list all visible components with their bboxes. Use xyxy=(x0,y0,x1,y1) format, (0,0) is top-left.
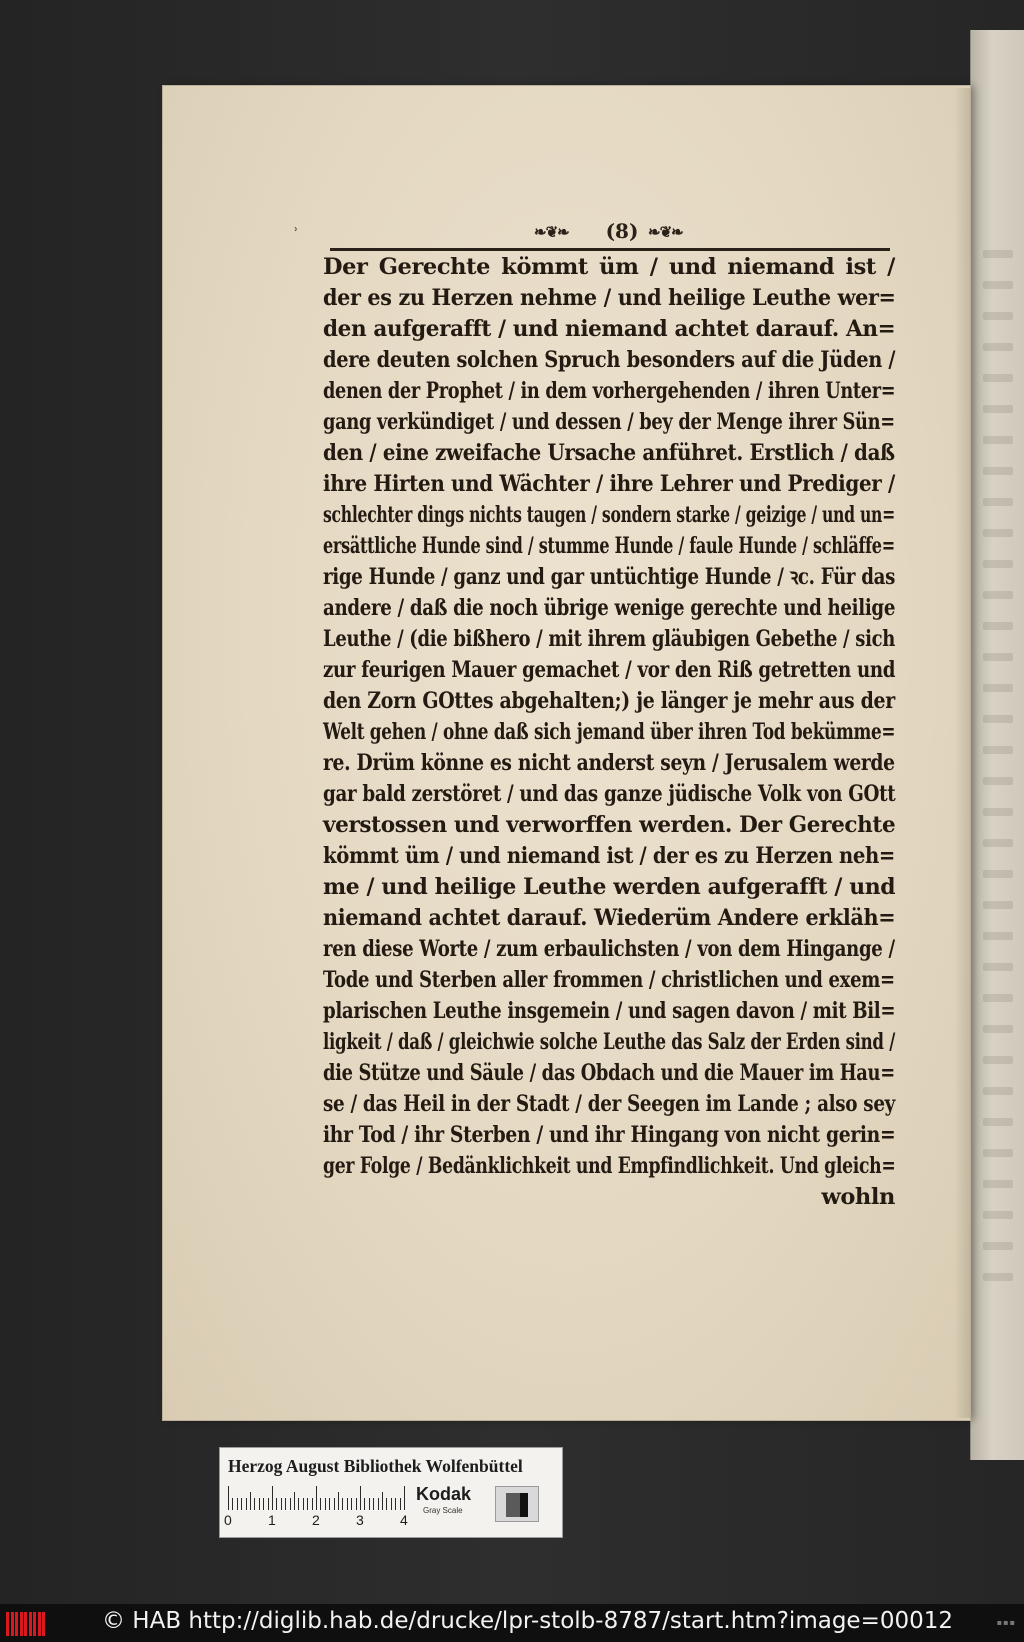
logo-bar xyxy=(33,1612,36,1636)
ruler-tick xyxy=(268,1498,269,1510)
text-line: ihr Tod / ihr Sterben / und ihr Hingang von nicht gerin= xyxy=(323,1122,896,1148)
text-line: Tode und Sterben aller frommen / christlichen und exem= xyxy=(323,967,895,993)
gray-swatch-black xyxy=(520,1493,528,1517)
logo-bar xyxy=(20,1612,23,1636)
ghost-line xyxy=(983,560,1013,568)
ruler-tick xyxy=(351,1498,352,1510)
color-reference-chart xyxy=(219,1447,563,1538)
ruler-tick xyxy=(250,1492,251,1510)
copyright-url[interactable]: © HAB http://diglib.hab.de/drucke/lpr-stolb-8787/start.htm?image=00012 xyxy=(102,1608,954,1634)
text-line: re. Drüm könne es nicht anderst seyn / Jerusalem werde xyxy=(323,750,895,776)
ruler-tick xyxy=(347,1498,348,1510)
ghost-line xyxy=(983,777,1013,785)
page-edge-shadow xyxy=(954,88,970,1418)
text-line: zur feurigen Mauer gemachet / vor den Riß getretten und xyxy=(323,657,896,683)
text-line: gang verkündiget / und dessen / bey der Menge ihrer Sün= xyxy=(323,409,895,435)
text-line: den / eine zweifache Ursache anführet. Erstlich / daß xyxy=(323,440,895,466)
ruler-tick xyxy=(369,1498,370,1510)
text-line: plarischen Leuthe insgemein / und sagen davon / mit Bil= xyxy=(323,998,896,1024)
ruler-tick xyxy=(378,1498,379,1510)
ghost-line xyxy=(983,1242,1013,1250)
hab-logo-icon xyxy=(6,1612,46,1636)
ruler-tick xyxy=(263,1498,264,1510)
kodak-logo: Kodak xyxy=(416,1484,472,1504)
ghost-line xyxy=(983,1087,1013,1095)
ruler-tick xyxy=(329,1498,330,1510)
ruler-tick xyxy=(316,1486,317,1510)
head-ornament-left: ❧❦❧ xyxy=(534,223,569,241)
ghost-line xyxy=(983,405,1013,413)
running-head xyxy=(330,214,890,248)
ghost-line xyxy=(983,250,1013,258)
ruler xyxy=(228,1484,408,1510)
text-line: andere / daß die noch übrige wenige gerechte und heilige xyxy=(323,595,896,621)
ruler-tick xyxy=(395,1498,396,1510)
ruler-tick xyxy=(334,1498,335,1510)
logo-bar xyxy=(42,1612,45,1636)
ruler-tick xyxy=(241,1498,242,1510)
logo-bar xyxy=(11,1612,14,1636)
ruler-tick xyxy=(386,1498,387,1510)
text-line: ger Folge / Bedänklichkeit und Empfindlichkeit. Und gleich= xyxy=(323,1153,896,1179)
ruler-tick xyxy=(290,1498,291,1510)
ruler-tick xyxy=(246,1498,247,1510)
ghost-line xyxy=(983,653,1013,661)
text-line: ihre Hirten und Wächter / ihre Lehrer und Prediger / xyxy=(323,471,895,497)
ruler-tick xyxy=(364,1498,365,1510)
text-line: Leuthe / (die bißhero / mit ihrem gläubigen Gebethe / sich xyxy=(323,626,895,652)
text-line: gar bald zerstöret / und das ganze jüdische Volk von GOtt xyxy=(323,781,896,807)
logo-bar xyxy=(29,1612,32,1636)
text-line: ersättliche Hunde sind / stumme Hunde / faule Hunde / schläffe= xyxy=(323,533,895,559)
text-line: kömmt üm / und niemand ist / der es zu Herzen neh= xyxy=(323,843,896,869)
ghost-line xyxy=(983,1180,1013,1188)
head-ornament-right: ❧❦❧ xyxy=(648,223,683,241)
facing-page-edge xyxy=(970,30,1024,1460)
ghost-line xyxy=(983,591,1013,599)
ruler-labels xyxy=(224,1512,414,1530)
ruler-tick xyxy=(281,1498,282,1510)
ruler-tick xyxy=(373,1498,374,1510)
text-line: se / das Heil in der Stadt / der Seegen im Lande ; also sey xyxy=(323,1091,896,1117)
text-line: denen der Prophet / in dem vorhergehenden / ihren Unter= xyxy=(323,378,896,404)
logo-bar xyxy=(38,1612,41,1636)
ghost-line xyxy=(983,1273,1013,1281)
ghost-line xyxy=(983,343,1013,351)
ruler-tick xyxy=(391,1498,392,1510)
ghost-line xyxy=(983,746,1013,754)
ruler-tick xyxy=(360,1486,361,1510)
ghost-line xyxy=(983,1149,1013,1157)
ruler-tick xyxy=(404,1486,405,1510)
text-line: Der Gerechte kömmt üm / und niemand ist / xyxy=(323,254,895,280)
ruler-tick xyxy=(276,1498,277,1510)
text-line: ren diese Worte / zum erbaulichsten / von dem Hingange / xyxy=(323,936,895,962)
ghost-line xyxy=(983,1025,1013,1033)
logo-bar xyxy=(24,1612,27,1636)
ruler-label: 0 xyxy=(224,1512,232,1528)
head-rule xyxy=(330,248,890,251)
ghost-line xyxy=(983,1056,1013,1064)
text-line: me / und heilige Leuthe werden aufgerafft / und xyxy=(323,874,896,900)
ruler-tick xyxy=(342,1498,343,1510)
grayscale-label: Gray Scale xyxy=(423,1506,463,1515)
ghost-line xyxy=(983,901,1013,909)
ghost-line xyxy=(983,498,1013,506)
ruler-tick xyxy=(228,1486,229,1510)
ruler-tick xyxy=(298,1498,299,1510)
ghost-line xyxy=(983,1118,1013,1126)
ghost-line xyxy=(983,622,1013,630)
ruler-tick xyxy=(307,1498,308,1510)
ruler-tick xyxy=(325,1498,326,1510)
library-name: Herzog August Bibliothek Wolfenbüttel xyxy=(228,1456,523,1476)
page-number: (8) xyxy=(605,219,639,243)
ghost-line xyxy=(983,870,1013,878)
ghost-line xyxy=(983,994,1013,1002)
ruler-label: 2 xyxy=(312,1512,320,1528)
ruler-tick xyxy=(356,1498,357,1510)
text-line: den aufgerafft / und niemand achtet darauf. An= xyxy=(323,316,896,342)
ghost-line xyxy=(983,281,1013,289)
ghost-line xyxy=(983,808,1013,816)
logo-bar xyxy=(6,1612,9,1636)
text-line: Welt gehen / ohne daß sich jemand über ihren Tod bekümme= xyxy=(323,719,896,745)
ruler-tick xyxy=(237,1498,238,1510)
body-text xyxy=(323,252,895,1213)
gray-swatch xyxy=(495,1486,539,1522)
text-line: ligkeit / daß / gleichwie solche Leuthe das Salz der Erden sind / xyxy=(323,1029,896,1055)
text-line: rige Hunde / ganz und gar untüchtige Hunde / ꝛc. Für das xyxy=(323,564,896,590)
ruler-tick xyxy=(312,1498,313,1510)
ruler-tick xyxy=(338,1492,339,1510)
ruler-tick xyxy=(254,1498,255,1510)
ruler-tick xyxy=(285,1498,286,1510)
text-line: die Stütze und Säule / das Obdach und die Mauer im Hau= xyxy=(323,1060,895,1086)
ghost-line xyxy=(983,839,1013,847)
text-line: der es zu Herzen nehme / und heilige Leuthe wer= xyxy=(323,285,896,311)
status-bar xyxy=(0,1604,1024,1642)
text-line: verstossen und verworffen werden. Der Gerechte xyxy=(323,812,896,838)
ghost-line xyxy=(983,684,1013,692)
ruler-tick xyxy=(382,1492,383,1510)
ruler-label: 4 xyxy=(400,1512,408,1528)
ruler-tick xyxy=(259,1498,260,1510)
ruler-tick xyxy=(232,1498,233,1510)
ghost-line xyxy=(983,436,1013,444)
text-line: dere deuten solchen Spruch besonders auf die Jüden / xyxy=(323,347,896,373)
ruler-tick xyxy=(272,1486,273,1510)
ghost-line xyxy=(983,1211,1013,1219)
ghost-line xyxy=(983,963,1013,971)
gray-swatch-mid xyxy=(506,1493,520,1517)
ruler-tick xyxy=(400,1498,401,1510)
ruler-tick xyxy=(294,1492,295,1510)
ghost-line xyxy=(983,932,1013,940)
text-line: schlechter dings nichts taugen / sondern starke / geizige / und un= xyxy=(323,502,895,528)
ghost-line xyxy=(983,312,1013,320)
ghost-line xyxy=(983,467,1013,475)
catchword: wohln xyxy=(821,1184,895,1210)
ruler-label: 1 xyxy=(268,1512,276,1528)
ghost-line xyxy=(983,715,1013,723)
ghost-line xyxy=(983,529,1013,537)
ghost-line xyxy=(983,374,1013,382)
ruler-label: 3 xyxy=(356,1512,364,1528)
ruler-tick xyxy=(320,1498,321,1510)
ruler-tick xyxy=(303,1498,304,1510)
margin-mark: ʾ xyxy=(294,226,299,242)
text-line: den Zorn GOttes abgehalten;) je länger je mehr aus der xyxy=(323,688,895,714)
corner-dots-icon: ▪▪▪ xyxy=(996,1618,1016,1627)
logo-bar xyxy=(15,1612,18,1636)
text-line: niemand achtet darauf. Wiederüm Andere erkläh= xyxy=(323,905,896,931)
